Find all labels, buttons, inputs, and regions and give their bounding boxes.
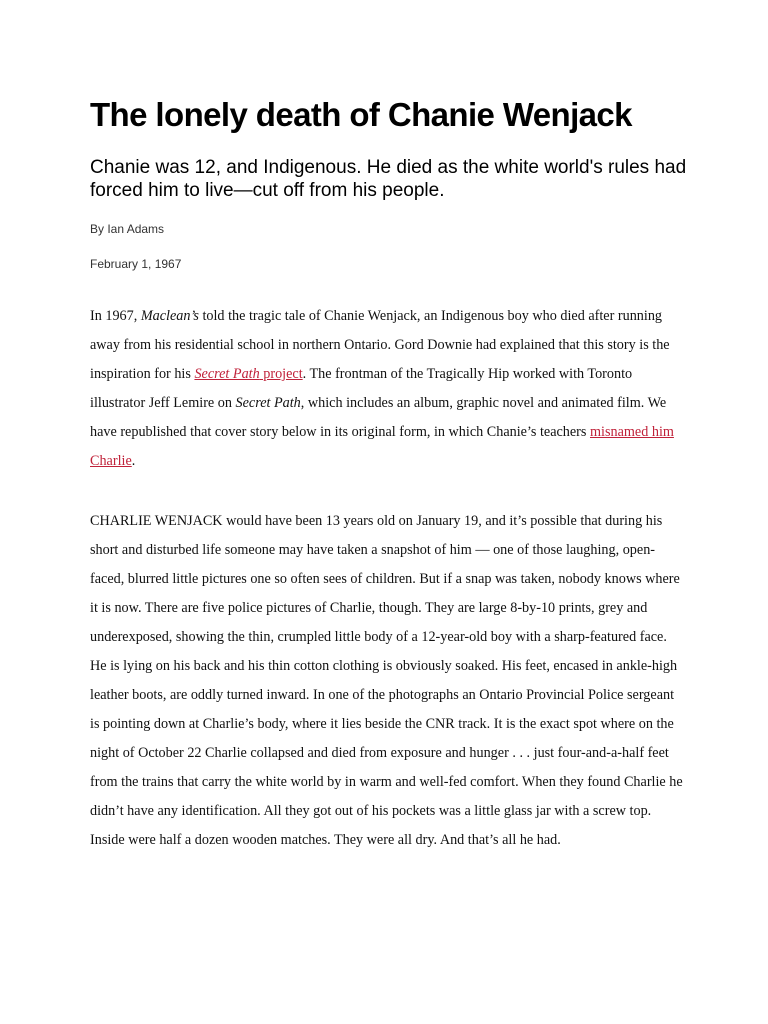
intro-text-3: . The frontman of the Tragically Hip worked with Toronto illustrator Jeff Lemire on (90, 366, 633, 411)
secret-path-link-suffix[interactable]: project (259, 366, 303, 382)
intro-text-1: In 1967, (90, 308, 141, 324)
misnamed-charlie-link[interactable]: misnamed him Charlie (90, 424, 674, 469)
intro-text-5: . (131, 453, 136, 469)
magazine-name: Maclean’s (140, 308, 199, 324)
secret-path-link-title[interactable]: Secret Path (194, 366, 260, 382)
byline: By Ian Adams (90, 222, 165, 236)
intro-text-2: told the tragic tale of Chanie Wenjack, an Indigenous boy who died after running away from his residential school in northern Ontario. Gord Downie had explained that this story is the inspiration for his (90, 308, 670, 382)
intro-text-4: , which includes an album, graphic novel and animated film. We have republished that cover story below in its original form, in which Chanie’s teachers (90, 395, 667, 440)
article-subtitle: Chanie was 12, and Indigenous. He died as the white world's rules had forced him to live—cut off from his people. (90, 157, 687, 201)
intro-paragraph (90, 302, 684, 476)
secret-path-title: Secret Path (235, 395, 301, 411)
article-title: The lonely death of Chanie Wenjack (90, 96, 632, 133)
publish-date: February 1, 1967 (90, 257, 182, 271)
body-paragraph: CHARLIE WENJACK would have been 13 years old on January 19, and it’s possible that during his short and disturbed life someone may have taken a snapshot of him — one of those laughing, open-faced, blurred little pictures one so often sees of children. But if a snap was taken, nobody knows where it is now. There are five police pictures of Charlie, though. They are large 8-by-10 prints, grey and underexposed, showing the thin, crumpled little body of a 12-year-old boy with a sharp-featured face. He is lying on his back and his thin cotton clothing is obviously soaked. His feet, encased in ankle-high leather boots, are oddly turned inward. In one of the photographs an Ontario Provincial Police sergeant is pointing down at Charlie’s body, where it lies beside the CNR track. It is the exact spot where on the night of October 22 Charlie collapsed and died from exposure and hunger . . . just four-and-a-half feet from the trains that carry the white world by in warm and well-fed comfort. When they found Charlie he didn’t have any identification. All they got out of his pockets was a little glass jar with a screw top. Inside were half a dozen wooden matches. They were all dry. And that’s all he had. (90, 513, 683, 848)
secret-path-project-link[interactable] (194, 366, 302, 382)
